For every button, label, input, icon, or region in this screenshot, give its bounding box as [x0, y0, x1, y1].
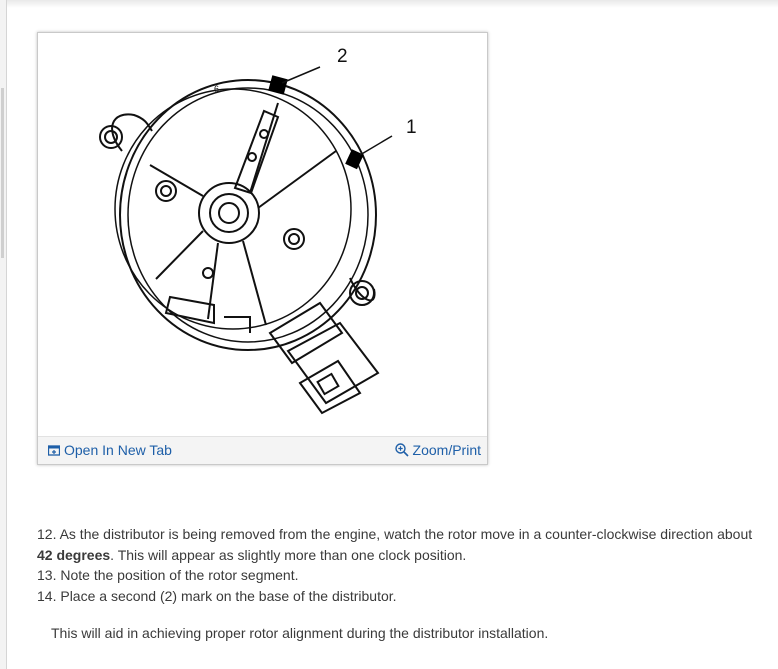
step-13: 13. Note the position of the rotor segment.	[37, 567, 299, 583]
distributor-diagram	[38, 33, 487, 437]
scrollbar-thumb[interactable]	[1, 88, 4, 258]
instruction-steps	[37, 524, 757, 606]
step-12-text-before: 12. As the distributor is being removed from the engine, watch the rotor move in a counter-clockwise direction about	[37, 526, 753, 542]
svg-text:6: 6	[214, 84, 220, 94]
figure-panel	[37, 32, 488, 465]
zoom-print-link[interactable]	[395, 442, 481, 458]
window-top-shadow	[0, 0, 778, 8]
mark-2	[268, 75, 288, 95]
callout-label-2: 2	[337, 46, 348, 67]
left-scrollbar[interactable]	[0, 0, 7, 669]
open-in-new-tab-icon	[48, 444, 60, 456]
zoom-print-label: Zoom/Print	[412, 442, 481, 458]
step-12-text-after: . This will appear as slightly more than one clock position.	[110, 546, 467, 563]
step-14: 14. Place a second (2) mark on the base of the distributor.	[37, 587, 397, 604]
open-in-new-tab-link[interactable]	[48, 442, 172, 458]
zoom-in-icon	[395, 443, 409, 457]
callout-label-1: 1	[406, 117, 417, 138]
open-in-new-tab-label: Open In New Tab	[64, 442, 172, 458]
step-12-bold-value: 42 degrees	[37, 546, 111, 563]
installation-note: This will aid in achieving proper rotor alignment during the distributor installation.	[51, 625, 549, 641]
step-12	[37, 524, 757, 565]
figure-toolbar	[38, 436, 487, 464]
